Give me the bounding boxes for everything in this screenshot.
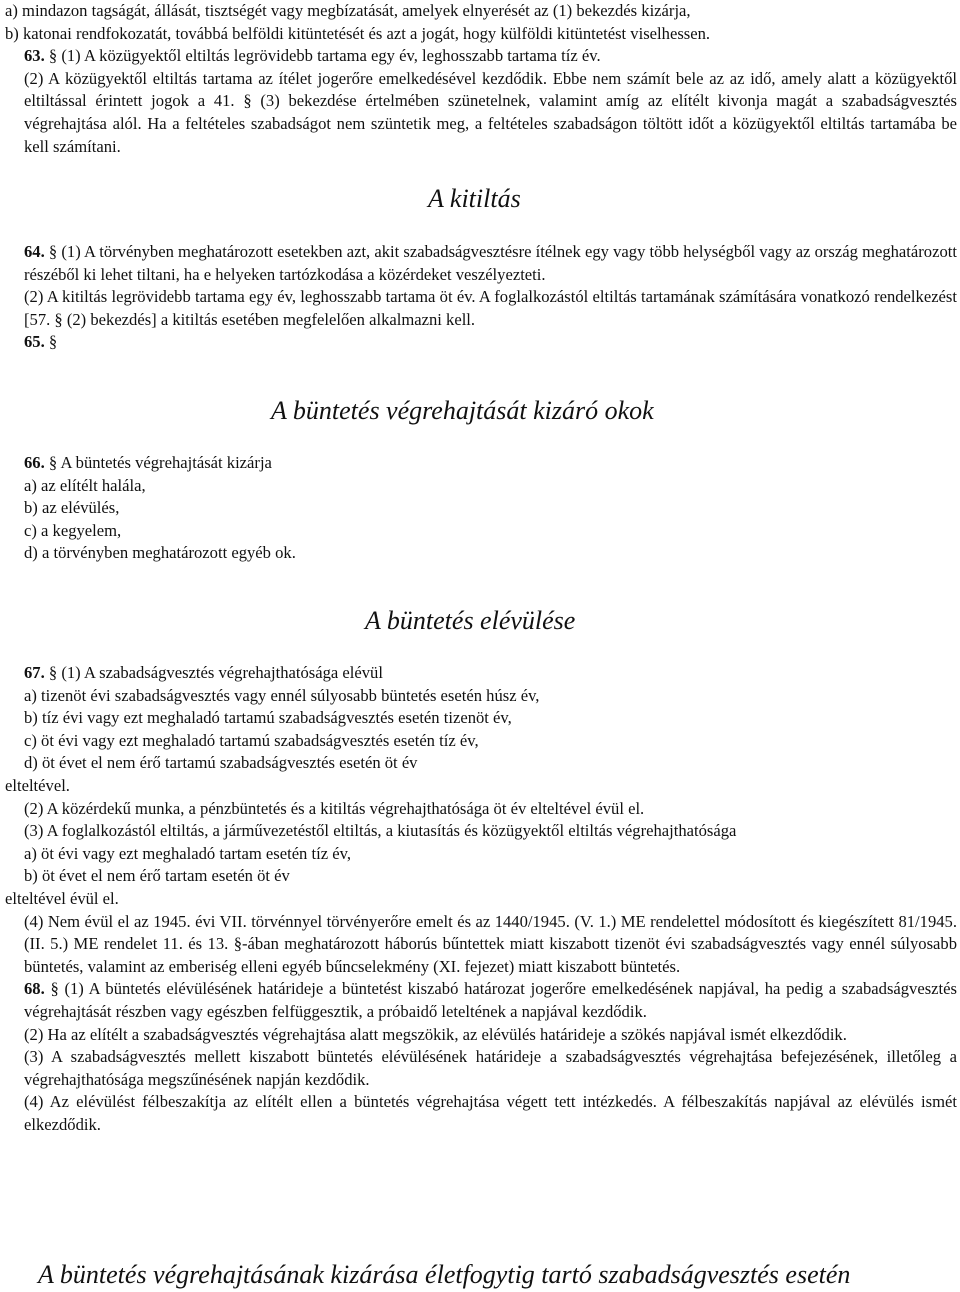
section-67-68-block xyxy=(5,662,957,1136)
list-item-b: b) tíz évi vagy ezt meghaladó tartamú szabadságvesztés esetén tizenöt év, xyxy=(24,708,512,728)
paragraph-65 xyxy=(5,331,957,354)
paragraph-68-1 xyxy=(5,978,957,1023)
list-item-a: a) az elítélt halála, xyxy=(24,475,146,495)
paragraph-67-3: (3) A foglalkozástól eltiltás, a járművezetéstől eltiltás, a kiutasítás és közügyektől eltiltás végrehajthatósága xyxy=(24,821,737,841)
list-item-a: a) öt évi vagy ezt meghaladó tartam esetén tíz év, xyxy=(24,843,351,863)
section-number: 67. xyxy=(24,663,45,682)
section-sign: § xyxy=(48,242,58,261)
section-number: 66. xyxy=(24,453,45,472)
paragraph-text: (1) A közügyektől eltiltás legrövidebb tartama egy év, leghosszabb tartama tíz év. xyxy=(61,46,601,66)
paragraph-67-4: (4) Nem évül el az 1945. évi VII. törvénnyel törvényerőre emelt és az 1440/1945. (V. 1.) ME rendelettel módosított és kiegészített 81/1945. (II. 5.) ME rendelet 11. és 13. §-ában meghatározott háborús bűntettek miatt kiszabott tizenöt évi szabadságvesztés vagy ennél súlyosabb büntetés, valamint az emberiség elleni egyéb bűncselekmény (XI. fejezet) miatt kiszabott büntetés. xyxy=(24,911,957,976)
paragraph-68-2: (2) Ha az elítélt a szabadságvesztés végrehajtása alatt megszökik, az elévülés határideje a szökés napjával ismét elkezdődik. xyxy=(24,1024,847,1044)
heading-elevules: A büntetés elévülése xyxy=(365,606,576,635)
section-sign: § xyxy=(48,453,58,472)
list-item-b: b) katonai rendfokozatát, továbbá belföldi kitüntetését és azt a jogát, hogy külföldi kitüntetést viselhessen. xyxy=(5,23,711,43)
paragraph-63-2: (2) A közügyektől eltiltás tartama az ítélet jogerőre emelkedésével kezdődik. Ebbe nem számít bele az az idő, amely alatt a közügyektől eltiltással érintett jogok a 41. § (3) bekezdése értelmében szünetelnek, valamint amíg az elítélt kivonja magát a szabadságvesztés végrehajtása alól. Ha a feltételes szabadságot nem szüntetik meg, a feltételes szabadságon töltött időt a közügyektől eltiltás tartamába be kell számítani. xyxy=(24,68,957,156)
list-tail: elteltével. xyxy=(5,775,70,795)
section-sign: § xyxy=(48,663,58,682)
section-number: 64. xyxy=(24,242,45,261)
list-item-b: b) az elévülés, xyxy=(24,498,120,518)
section-66-block xyxy=(5,452,957,565)
list-item-a: a) mindazon tagságát, állását, tisztségét vagy megbízatását, amelyek elnyerését az (1) bekezdés kizárja, xyxy=(5,1,691,20)
section-sign: § xyxy=(48,332,58,352)
paragraph-text: (1) A szabadságvesztés végrehajthatósága elévül xyxy=(61,663,383,682)
paragraph-67-1 xyxy=(5,662,957,685)
paragraph-text: A büntetés végrehajtását kizárja xyxy=(60,453,272,472)
section-number: 63. xyxy=(24,46,45,66)
section-number: 68. xyxy=(24,979,45,999)
section-sign: § xyxy=(48,46,58,66)
paragraph-63-1 xyxy=(5,45,957,68)
section-64-65-block xyxy=(5,241,957,354)
heading-kizaro-okok: A büntetés végrehajtását kizáró okok xyxy=(271,396,654,425)
paragraph-66 xyxy=(5,452,957,475)
heading-kitiltas: A kitiltás xyxy=(428,184,521,213)
section-62-63-block xyxy=(5,0,957,158)
list-item-c: c) a kegyelem, xyxy=(24,520,122,540)
section-sign: § xyxy=(50,979,59,999)
list-item-c: c) öt évi vagy ezt meghaladó tartamú szabadságvesztés esetén tíz év, xyxy=(24,730,479,750)
list-item-a: a) tizenöt évi szabadságvesztés vagy ennél súlyosabb büntetés esetén húsz év, xyxy=(24,685,540,705)
list-item-d: d) öt évet el nem érő tartamú szabadságvesztés esetén öt év xyxy=(24,753,418,773)
paragraph-text: (1) A büntetés elévülésének határideje a büntetést kiszabó határozat jogerőre emelkedésének napjával, ha pedig a szabadságvesztés végrehajtását részben vagy egészben felfüggesztik, a próbaidő leteltének a napjával kezdődik. xyxy=(24,979,957,1021)
paragraph-64-2: (2) A kitiltás legrövidebb tartama egy év, leghosszabb tartama öt év. A foglalkozástól eltiltás tartamának számítására vonatkozó rendelkezést [57. § (2) bekezdés] a kitiltás esetében megfelelően alkalmazni kell. xyxy=(24,287,957,329)
list-item-b: b) öt évet el nem érő tartam esetén öt év xyxy=(24,866,290,886)
paragraph-64-1 xyxy=(5,241,957,286)
paragraph-text: (1) A törvényben meghatározott esetekben azt, akit szabadságvesztésre ítélnek egy vagy több helységből vagy az ország meghatározott részéből ki lehet tiltani, ha e helyeken tartózkodása a közérdeket veszélyezteti. xyxy=(24,242,957,284)
paragraph-68-4: (4) Az elévülést félbeszakítja az elítélt ellen a büntetés végrehajtása végett tett intézkedés. A félbeszakítás napjával az elévülés ismét elkezdődik. xyxy=(24,1092,957,1134)
list-tail: elteltével évül el. xyxy=(5,888,119,908)
heading-eletfogytig: A büntetés végrehajtásának kizárása életfogytig tartó szabadságvesztés esetén xyxy=(38,1260,851,1289)
section-number: 65. xyxy=(24,332,45,352)
paragraph-67-2: (2) A közérdekű munka, a pénzbüntetés és a kitiltás végrehajthatósága öt év elteltével évül el. xyxy=(24,798,645,818)
list-item-d: d) a törvényben meghatározott egyéb ok. xyxy=(24,543,296,563)
paragraph-68-3: (3) A szabadságvesztés mellett kiszabott büntetés elévülésének határideje a szabadságvesztés végrehajtása befejezésének, illetőleg a végrehajthatósága megszűnésének napján kezdődik. xyxy=(24,1047,957,1089)
